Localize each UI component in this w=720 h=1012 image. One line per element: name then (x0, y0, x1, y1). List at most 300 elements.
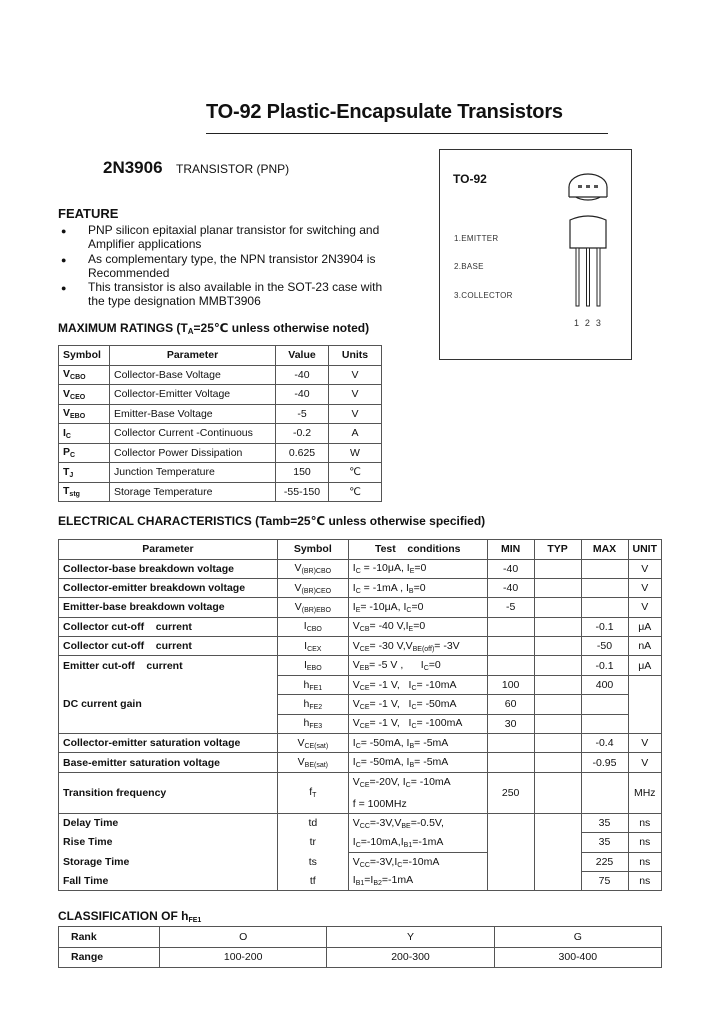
cond-text: = -100mA (416, 717, 463, 730)
min-cell: -5 (487, 598, 534, 617)
cond-sub: C (411, 684, 417, 692)
cond-text: = -1 V, I (369, 678, 412, 691)
symbol: I (63, 426, 66, 439)
symbol-sub: stg (69, 491, 80, 499)
cond-sub: CE (359, 703, 370, 711)
param-cell: Emitter-base breakdown voltage (59, 598, 278, 617)
min-cell (487, 753, 534, 772)
symbol: V (297, 756, 305, 769)
unit-cell: V (628, 753, 662, 772)
param-cell: Transition frequency (59, 772, 278, 813)
feature-list (58, 223, 408, 309)
cond-text: = -10μA, I (360, 600, 407, 613)
condition-cell (348, 753, 487, 772)
condition-cell (348, 734, 487, 753)
cond-sub: CE (359, 723, 370, 731)
col-header: UNIT (628, 540, 662, 560)
feature-line: As complementary type, the NPN transistor 2N3904 is (88, 251, 376, 266)
symbol-sub: BE(sat) (304, 762, 328, 770)
param-cell: Collector Current -Continuous (110, 424, 276, 444)
table-row (59, 637, 662, 656)
table-row (59, 365, 382, 385)
symbol-cell (277, 598, 348, 617)
param-cell: Collector-emitter saturation voltage (59, 734, 278, 753)
param-cell: Base-emitter saturation voltage (59, 753, 278, 772)
value-cell: 150 (276, 463, 329, 483)
param-cell: Collector-Base Voltage (110, 365, 276, 385)
condition-cell (348, 598, 487, 617)
cond-sub: B (409, 762, 415, 770)
param-cell: Collector-Emitter Voltage (110, 385, 276, 405)
cond-text: = -10mA (416, 678, 457, 691)
cond-sub: B (408, 587, 414, 595)
cond-text: = -1 V, I (369, 717, 412, 730)
symbol-sub: FE3 (309, 723, 323, 731)
table-header-row (59, 346, 382, 366)
symbol-sub: EBO (70, 413, 86, 421)
symbol-cell (277, 559, 348, 578)
symbol-sub: CBO (306, 626, 322, 634)
cond-text: = -50mA, I (360, 756, 410, 769)
symbol-cell (277, 772, 348, 813)
max-cell: 225 (581, 852, 628, 871)
cond-text: = -5 V , I (369, 659, 424, 672)
heading-sub: FE1 (188, 917, 202, 924)
cond-text: V (352, 678, 360, 691)
col-header: TYP (534, 540, 581, 560)
symbol-cell: td (277, 813, 348, 832)
cond-sub: C (397, 861, 403, 869)
cond-text: I (352, 736, 356, 749)
condition-cell (348, 833, 487, 852)
table-row (59, 675, 662, 694)
table-row (59, 927, 662, 948)
unit-cell: MHz (628, 772, 662, 813)
unit-cell: V (628, 578, 662, 597)
cond-text: =-10mA (402, 855, 440, 868)
cond-text: = -10mA (410, 775, 451, 788)
max-cell (581, 695, 628, 714)
cond-sub: B2 (373, 880, 382, 888)
pin-label-emitter: 1.EMITTER (454, 234, 499, 243)
condition-cell (348, 617, 487, 636)
cond-text: =0 (428, 659, 441, 672)
max-cell: 400 (581, 675, 628, 694)
cond-text: = -50mA (416, 697, 457, 710)
symbol-sub: CBO (70, 374, 86, 382)
cond-text: V (352, 697, 360, 710)
feature-item (58, 223, 408, 252)
col-header: Symbol (59, 346, 110, 366)
range-cell: 200-300 (327, 947, 494, 968)
cond-text: =0 (411, 600, 424, 613)
condition-cell (348, 675, 487, 694)
col-header: Symbol (277, 540, 348, 560)
heading-sub: A (187, 327, 194, 336)
symbol: I (304, 639, 308, 652)
value-cell: -40 (276, 365, 329, 385)
cond-text: V (352, 717, 360, 730)
symbol: V (294, 600, 302, 613)
cond-sub: C (411, 703, 417, 711)
feature-line: This transistor is also available in the SOT-23 case with (88, 280, 383, 295)
feature-line: the type designation MMBT3906 (88, 294, 261, 309)
table-row (59, 463, 382, 483)
symbol: T (63, 465, 70, 478)
param-cell: Collector-base breakdown voltage (59, 559, 278, 578)
pin-label-collector: 3.COLLECTOR (454, 291, 513, 300)
unit-cell: ℃ (329, 463, 382, 483)
feature-heading: FEATURE (58, 206, 119, 221)
symbol-cell: ts (277, 852, 348, 871)
feature-line: PNP silicon epitaxial planar transistor for switching and (88, 223, 380, 237)
col-header: MIN (487, 540, 534, 560)
cond-sub: C (355, 841, 361, 849)
cond-sub: C (406, 606, 412, 614)
symbol: V (63, 368, 71, 381)
symbol-cell (277, 637, 348, 656)
param-cell: Storage Temperature (110, 482, 276, 502)
unit-cell: W (329, 443, 382, 463)
col-header: MAX (581, 540, 628, 560)
symbol-sub: (BR)CBO (301, 568, 332, 576)
condition-cell (348, 772, 487, 813)
symbol-sub: FE1 (309, 684, 323, 692)
feature-item (58, 252, 408, 281)
min-cell: 250 (487, 772, 534, 813)
max-cell: 35 (581, 833, 628, 852)
unit-cell: V (628, 598, 662, 617)
cond-sub: C (355, 587, 361, 595)
min-cell (487, 656, 534, 675)
max-cell: -0.4 (581, 734, 628, 753)
cond-text: =I (364, 874, 374, 887)
feature-item (58, 280, 408, 309)
max-ratings-heading (58, 321, 369, 336)
table-row (59, 772, 662, 813)
package-title: TO-92 (453, 172, 487, 186)
table-row (59, 617, 662, 636)
cond-text: =-1mA (381, 874, 414, 887)
condition-cell (348, 656, 487, 675)
cond-text: V (352, 816, 360, 829)
table-row (59, 734, 662, 753)
condition-cell (348, 714, 487, 733)
symbol: I (303, 620, 307, 633)
param-cell: Delay Time (59, 813, 278, 832)
min-cell: 30 (487, 714, 534, 733)
cond-text: I (352, 600, 356, 613)
symbol-cell (277, 753, 348, 772)
cond-text: I (352, 581, 356, 594)
condition-cell (348, 559, 487, 578)
param-cell: Rise Time (59, 833, 278, 852)
unit-cell: ℃ (329, 482, 382, 502)
table-row (59, 833, 662, 852)
cond-sub: E (408, 626, 414, 634)
condition-cell (348, 578, 487, 597)
unit-cell: A (329, 424, 382, 444)
max-ratings-table (58, 345, 382, 502)
table-row (59, 813, 662, 832)
rank-cell: Y (327, 927, 494, 948)
package-diagram (439, 149, 632, 360)
col-header: Test conditions (348, 540, 487, 560)
table-header-row (59, 540, 662, 560)
symbol: V (63, 407, 71, 420)
symbol-sub: CEO (70, 393, 86, 401)
unit-cell: μA (628, 617, 662, 636)
value-cell: -5 (276, 404, 329, 424)
condition-cell (348, 813, 487, 832)
cond-text: V (352, 775, 360, 788)
max-cell (581, 598, 628, 617)
cond-sub: EB (359, 665, 370, 673)
cond-sub: CC (359, 822, 370, 830)
symbol-cell (277, 695, 348, 714)
cond-text: = -30 V,V (369, 639, 413, 652)
cond-sub: C (355, 762, 361, 770)
cond-sub: B1 (355, 880, 365, 888)
cond-sub: CE (359, 684, 370, 692)
min-cell (487, 637, 534, 656)
table-row (59, 852, 662, 871)
symbol: T (63, 485, 70, 498)
cond-text: =0 (413, 620, 426, 633)
bullet-icon: ● (61, 254, 67, 265)
col-header: Parameter (59, 540, 278, 560)
cond-sub: CB (359, 626, 370, 634)
cond-text: = -40 V,I (369, 620, 409, 633)
unit-cell: ns (628, 852, 662, 871)
max-cell (581, 578, 628, 597)
symbol-cell (277, 714, 348, 733)
param-cell: Storage Time (59, 852, 278, 871)
symbol-sub: CEX (307, 645, 322, 653)
unit-cell: V (628, 734, 662, 753)
cond-sub: BE (401, 822, 411, 830)
max-cell (581, 559, 628, 578)
symbol-sub: C (65, 432, 71, 440)
cond-sub: C (405, 781, 411, 789)
param-cell: Collector Power Dissipation (110, 443, 276, 463)
col-header: Units (329, 346, 382, 366)
page-title: TO-92 Plastic-Encapsulate Transistors (206, 101, 563, 123)
value-cell: -0.2 (276, 424, 329, 444)
col-header: Value (276, 346, 329, 366)
cond-text: I (352, 756, 356, 769)
cond-sub: E (409, 568, 415, 576)
cond-sub: C (355, 568, 361, 576)
cond-sub: B (409, 742, 415, 750)
cond-sub: CE (359, 645, 370, 653)
cond-text: f = 100MHz (352, 797, 407, 810)
bullet-icon: ● (61, 226, 67, 236)
max-cell (581, 714, 628, 733)
symbol: h (303, 717, 310, 730)
condition-cell (348, 852, 487, 871)
row-label: Range (59, 947, 160, 968)
param-cell: Emitter cut-off current (59, 656, 278, 675)
condition-cell (348, 637, 487, 656)
range-cell: 300-400 (494, 947, 661, 968)
feature-line: Amplifier applications (88, 237, 202, 252)
param-cell: DC current gain (59, 675, 278, 733)
table-row (59, 443, 382, 463)
symbol: f (309, 786, 313, 799)
param-cell: Emitter-Base Voltage (110, 404, 276, 424)
symbol: P (63, 446, 71, 459)
min-cell: -40 (487, 559, 534, 578)
unit-cell: V (329, 404, 382, 424)
feature-line: Recommended (88, 265, 170, 280)
cond-text: V (352, 639, 360, 652)
cond-sub: E (355, 606, 361, 614)
symbol: I (303, 659, 307, 672)
param-cell: Fall Time (59, 871, 278, 890)
table-row (59, 404, 382, 424)
electrical-table (58, 539, 662, 891)
symbol-sub: FE2 (309, 703, 323, 711)
cond-text: =-3V,V (369, 816, 402, 829)
symbol-cell (277, 656, 348, 675)
cond-text: V (352, 855, 360, 868)
range-cell: 100-200 (160, 947, 327, 968)
cond-text: I (352, 835, 356, 848)
symbol: h (303, 697, 310, 710)
pin-numbers: 1 2 3 (574, 318, 602, 328)
max-cell (581, 772, 628, 813)
symbol-sub: C (70, 452, 76, 460)
table-row (59, 753, 662, 772)
unit-cell: ns (628, 813, 662, 832)
min-cell (487, 734, 534, 753)
symbol-sub: (BR)EBO (301, 606, 331, 614)
cond-text: =-10mA,I (360, 835, 404, 848)
unit-cell: μA (628, 656, 662, 675)
symbol: V (294, 581, 302, 594)
table-row (59, 578, 662, 597)
unit-cell: nA (628, 637, 662, 656)
min-cell (487, 617, 534, 636)
cond-text: =-1mA (412, 835, 444, 848)
symbol-cell (277, 675, 348, 694)
max-cell: -0.95 (581, 753, 628, 772)
symbol-cell (277, 578, 348, 597)
symbol-sub: CE(sat) (304, 742, 329, 750)
cond-text: =-3V,I (369, 855, 398, 868)
unit-cell: V (329, 365, 382, 385)
symbol-sub: J (69, 471, 74, 479)
cond-text: = -5mA (414, 756, 449, 769)
value-cell: -55-150 (276, 482, 329, 502)
max-cell: -50 (581, 637, 628, 656)
heading-text: =25℃ unless otherwise noted) (193, 321, 370, 335)
param-cell: Junction Temperature (110, 463, 276, 483)
cond-sub: B1 (403, 841, 413, 849)
cond-text: = -10μA, I (360, 562, 410, 575)
param-cell: Collector cut-off current (59, 617, 278, 636)
min-cell: 60 (487, 695, 534, 714)
electrical-heading: ELECTRICAL CHARACTERISTICS (Tamb=25℃ unless otherwise specified) (58, 514, 486, 528)
max-cell: 75 (581, 871, 628, 890)
cond-text: = -3V (434, 639, 460, 652)
cond-text: = -50mA, I (360, 736, 410, 749)
condition-cell (348, 695, 487, 714)
symbol-cell (277, 734, 348, 753)
table-row (59, 559, 662, 578)
symbol-sub: (BR)CEO (301, 587, 332, 595)
symbol-sub: T (312, 792, 317, 800)
cond-text: = -1 V, I (369, 697, 412, 710)
cond-text: = -5mA (414, 736, 449, 749)
heading-text: CLASSIFICATION OF h (58, 909, 189, 923)
cond-sub: CE (359, 781, 370, 789)
part-description: TRANSISTOR (PNP) (176, 162, 290, 176)
cond-text: = -1mA , I (360, 581, 409, 594)
max-cell: -0.1 (581, 656, 628, 675)
rank-cell: G (494, 927, 661, 948)
unit-cell: ns (628, 871, 662, 890)
classification-table (58, 926, 662, 968)
cond-text: V (352, 659, 360, 672)
min-cell: -40 (487, 578, 534, 597)
condition-cell (348, 871, 487, 890)
symbol: V (297, 736, 305, 749)
unit-cell: ns (628, 833, 662, 852)
table-row (59, 482, 382, 502)
cond-text: =-0.5V, (410, 816, 444, 829)
max-cell: 35 (581, 813, 628, 832)
param-cell: Collector-emitter breakdown voltage (59, 578, 278, 597)
table-row (59, 871, 662, 890)
cond-text: =0 (414, 562, 427, 575)
title-underline (206, 133, 608, 134)
table-row (59, 947, 662, 968)
cond-text: I (352, 874, 356, 887)
cond-text: =-20V, I (369, 775, 406, 788)
param-cell: Collector cut-off current (59, 637, 278, 656)
cond-text: =0 (413, 581, 426, 594)
cond-sub: C (355, 742, 361, 750)
symbol-cell (277, 617, 348, 636)
min-cell: 100 (487, 675, 534, 694)
part-number: 2N3906 (103, 158, 163, 177)
to92-package-icon (565, 172, 611, 308)
cond-sub: C (411, 723, 417, 731)
cond-text: I (352, 562, 356, 575)
rank-cell: O (160, 927, 327, 948)
table-row (59, 385, 382, 405)
bullet-icon: ● (61, 283, 67, 294)
symbol-cell: tr (277, 833, 348, 852)
value-cell: 0.625 (276, 443, 329, 463)
max-cell: -0.1 (581, 617, 628, 636)
row-label: Rank (59, 927, 160, 948)
cond-sub: C (423, 665, 429, 673)
col-header: Parameter (110, 346, 276, 366)
unit-cell: V (628, 559, 662, 578)
unit-cell: V (329, 385, 382, 405)
symbol: h (303, 678, 310, 691)
value-cell: -40 (276, 385, 329, 405)
cond-sub: BE(off) (412, 645, 435, 653)
table-row (59, 424, 382, 444)
pin-label-base: 2.BASE (454, 262, 484, 271)
table-row (59, 656, 662, 675)
symbol-cell: tf (277, 871, 348, 890)
cond-sub: CC (359, 861, 370, 869)
